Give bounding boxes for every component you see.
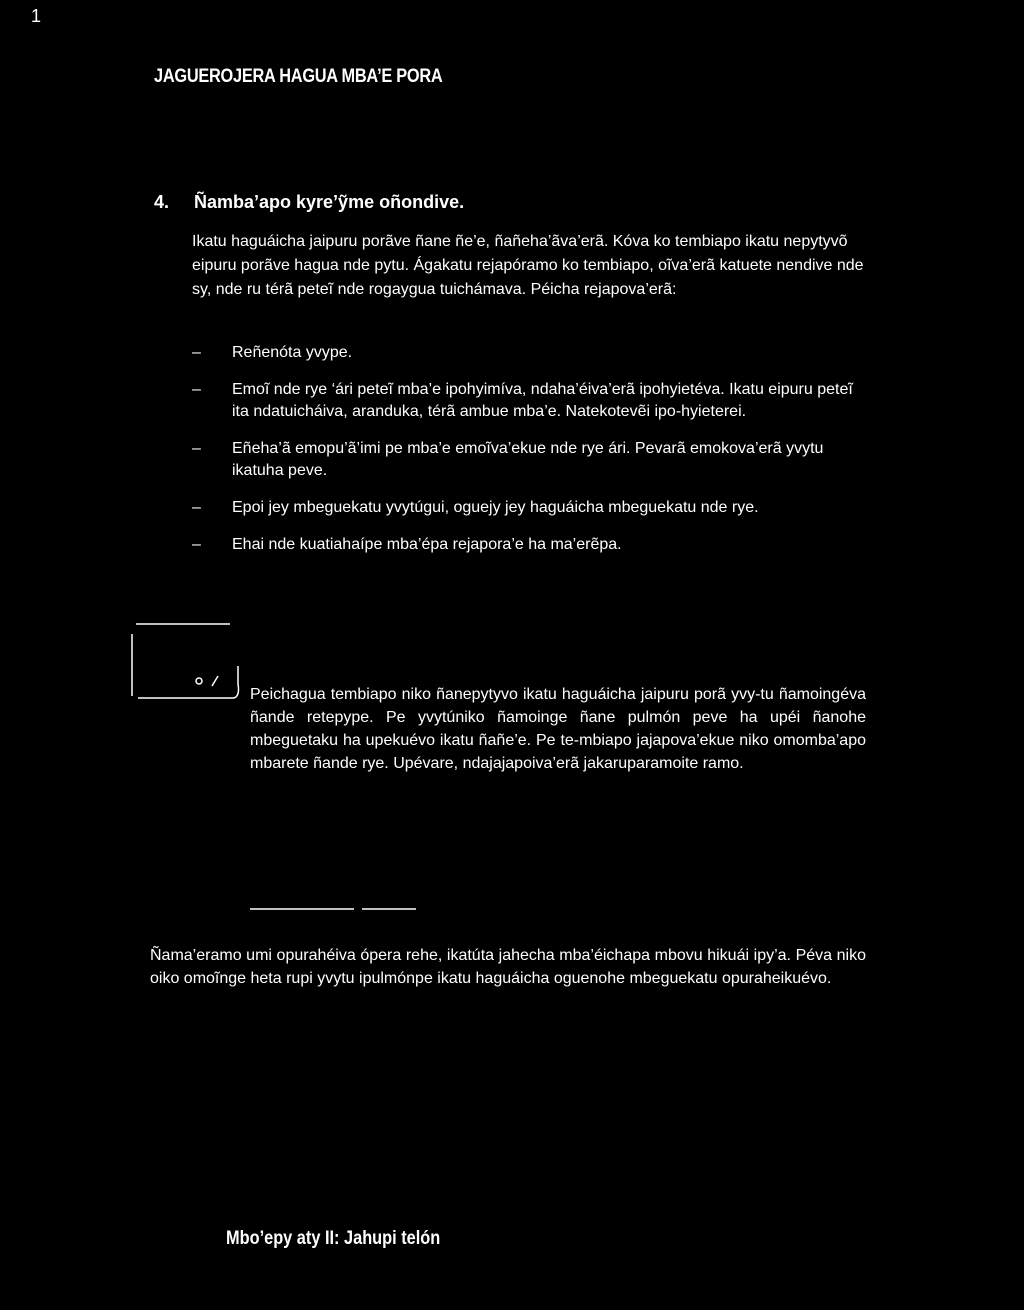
note-paragraph: Peichagua tembiapo niko ñanepytyvo ikatu haguáicha jaipuru porã yvy-tu ñamoingéva ñande retepype. Pe yvytúniko ñamoinge ñane pulmón peve ha upéi ñanohe mbeguetaku ha upekuévo ikatu ñañe’e. Pe te-mbiapo jajapova’ekue niko omomba’apo mbarete ñande rye. Upévare, ndajajapoiva’erã jakaruparamoite ramo. bbox=[250, 686, 866, 772]
bullet-dash: – bbox=[192, 536, 201, 553]
list-item bbox=[192, 438, 872, 482]
list-item bbox=[192, 497, 872, 519]
instruction-list bbox=[192, 342, 872, 571]
list-item bbox=[192, 342, 872, 364]
list-item-text: Ehai nde kuatiahaípe mba’épa rejapora’e ha ma’erẽpa. bbox=[232, 536, 622, 553]
list-item-text: Reñenóta yvype. bbox=[232, 344, 353, 361]
intro-paragraph: Ikatu haguáicha jaipuru porãve ñane ñe’e, ñañeha’ãva’erã. Kóva ko tembiapo ikatu nepytyvõ eipuru porãve hagua nde pytu. Ágakatu rejapóramo ko tembiapo, oĩva’erã katuete nendive nde sy, nde ru térã peteĩ nde rogaygua tuichámava. Péicha rejapova’erã: bbox=[192, 233, 864, 298]
closing-paragraph: Ñama’eramo umi opurahéiva ópera rehe, ikatúta jahecha mba’éichapa mbovu hikuái ipy’a. Péva niko oiko omoĩnge heta rupi yvytu ipulmónpe ikatu haguáicha oguenohe mbeguekatu opuraheikuévo. bbox=[150, 947, 866, 987]
footer: Mbo’epy aty II: Jahupi telón bbox=[226, 1228, 441, 1249]
note-icon bbox=[130, 622, 248, 700]
section-number: 4. bbox=[154, 192, 170, 212]
list-item-text: Eñeha’ã emopu’ã’imi pe mba’e emoĩva’ekue nde rye ári. Pevarã emokova’erã yvytu ikatuha peve. bbox=[232, 440, 824, 479]
section-divider bbox=[248, 906, 418, 912]
list-item-text: Epoi jey mbeguekatu yvytúgui, oguejy jey haguáicha mbeguekatu nde rye. bbox=[232, 499, 759, 516]
bullet-dash: – bbox=[192, 440, 201, 457]
list-item-text: Emoĩ nde rye ‘ári peteĩ mba’e ipohyimíva, ndaha’éiva’erã ipohyietéva. Ikatu eipuru peteĩ ita ndatuicháiva, aranduka, térã ambue mba’e. Natekotevẽi ipo-hyieterei. bbox=[232, 381, 853, 420]
bullet-dash: – bbox=[192, 344, 201, 361]
list-item bbox=[192, 379, 872, 423]
list-item bbox=[192, 534, 872, 556]
section-heading bbox=[154, 192, 464, 213]
page-number: 1 bbox=[31, 6, 42, 26]
bullet-dash: – bbox=[192, 381, 201, 398]
bullet-dash: – bbox=[192, 499, 201, 516]
section-title: Ñamba’apo kyre’ỹme oñondive. bbox=[194, 192, 465, 212]
running-head: JAGUEROJERA HAGUA MBA’E PORA bbox=[154, 66, 443, 87]
